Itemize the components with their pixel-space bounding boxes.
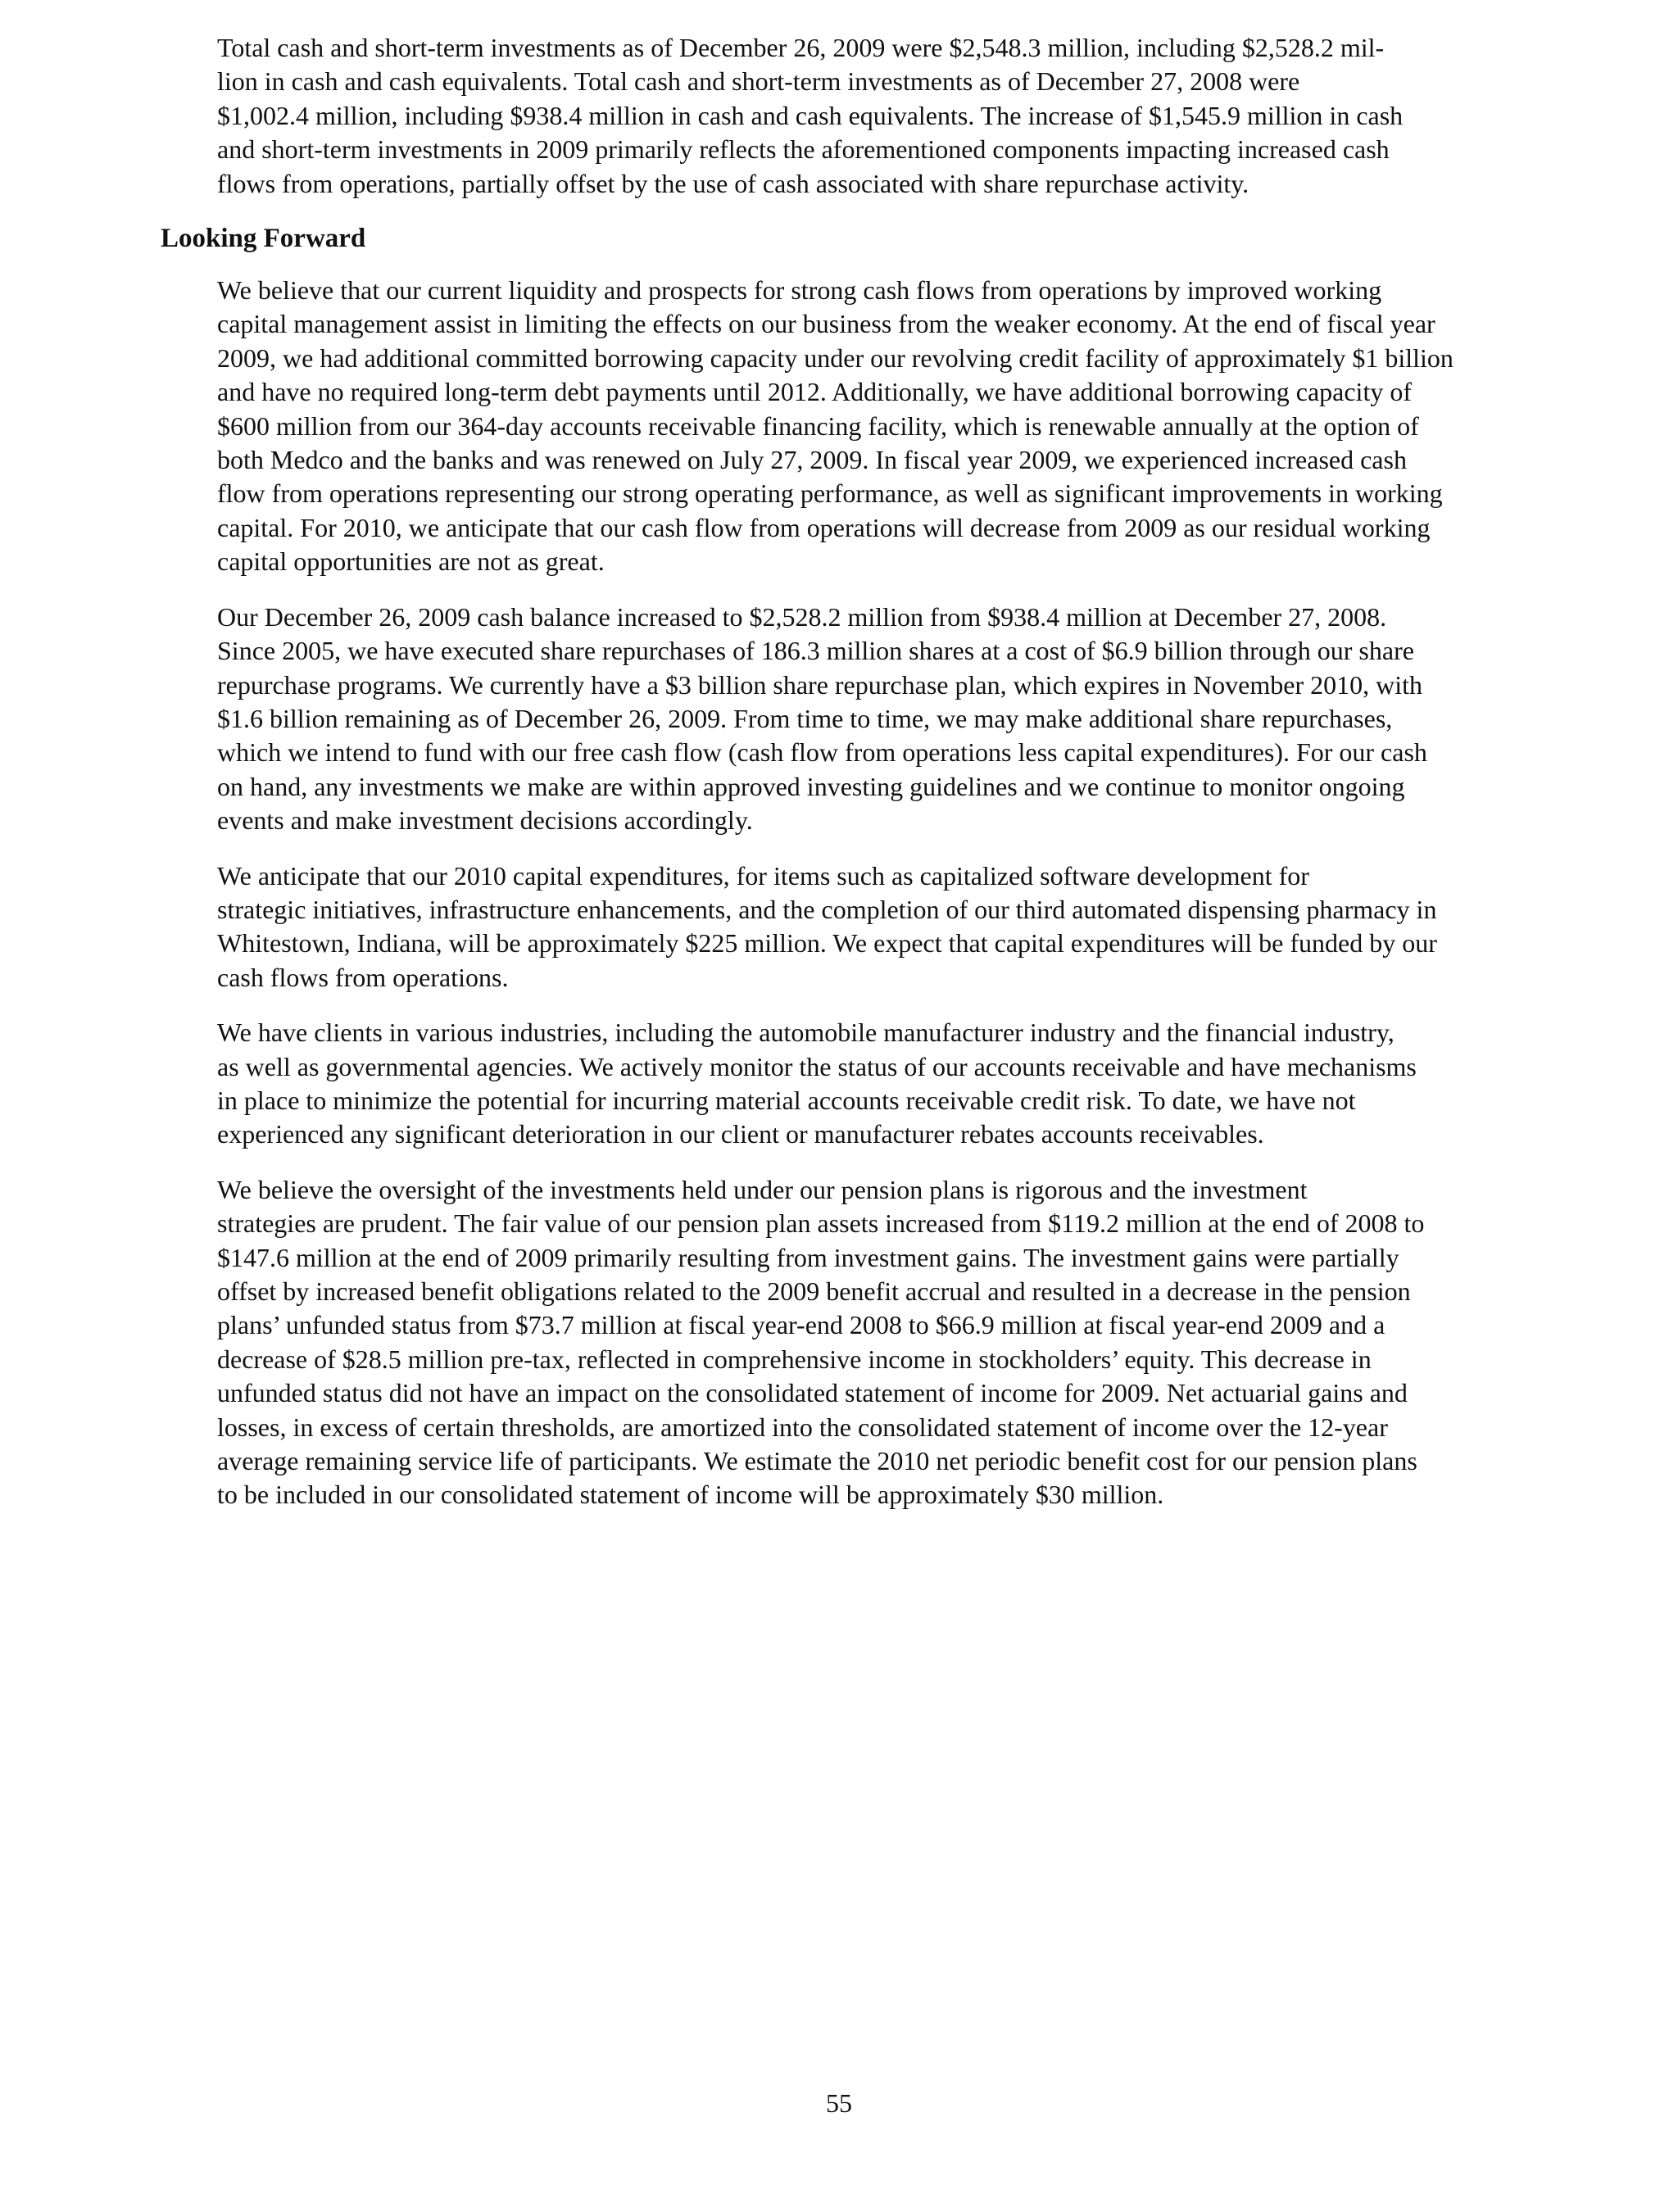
text-line: plans’ unfunded status from $73.7 million at fiscal year-end 2008 to $66.9 million at fiscal year-end 2009 and a [217, 1310, 1385, 1340]
text-line: experienced any significant deterioration in our client or manufacturer rebates accounts receivables. [217, 1119, 1264, 1149]
text-line: Total cash and short-term investments as of December 26, 2009 were $2,548.3 million, including $2,528.2 mil- [217, 33, 1385, 62]
text-line: to be included in our consolidated statement of income will be approximately $30 million. [217, 1480, 1164, 1510]
text-line: We believe the oversight of the investments held under our pension plans is rigorous and the investment [217, 1174, 1308, 1204]
text-line: flows from operations, partially offset by the use of cash associated with share repurchase activity. [217, 168, 1249, 198]
text-line: $600 million from our 364-day accounts receivable financing facility, which is renewable annually at the option of [217, 410, 1419, 441]
paragraph-cash-investments [161, 31, 1514, 201]
paragraph-clients [161, 1016, 1514, 1152]
text-line: Since 2005, we have executed share repurchases of 186.3 million shares at a cost of $6.9 billion through our share [217, 636, 1414, 666]
text-line: decrease of $28.5 million pre-tax, reflected in comprehensive income in stockholders’ equity. This decrease in [217, 1344, 1372, 1374]
page-number: 55 [826, 2088, 852, 2118]
text-line: capital. For 2010, we anticipate that our cash flow from operations will decrease from 2009 as our residual working [217, 512, 1431, 542]
text-line: which we intend to fund with our free cash flow (cash flow from operations less capital expenditures). For our cash [217, 737, 1427, 768]
text-line: as well as governmental agencies. We actively monitor the status of our accounts receivable and have mechanisms [217, 1051, 1417, 1081]
text-line: repurchase programs. We currently have a $3 billion share repurchase plan, which expires in November 2010, with [217, 669, 1423, 700]
text-line: both Medco and the banks and was renewed on July 27, 2009. In fiscal year 2009, we experienced increased cash [217, 445, 1407, 475]
text-line: average remaining service life of participants. We estimate the 2010 net periodic benefit cost for our pension plans [217, 1446, 1417, 1476]
text-line: on hand, any investments we make are within approved investing guidelines and we continue to monitor ongoing [217, 771, 1405, 801]
paragraph-cash-balance [161, 601, 1514, 838]
text-line: We believe that our current liquidity and prospects for strong cash flows from operations by improved working [217, 275, 1382, 306]
text-line: in place to minimize the potential for incurring material accounts receivable credit risk. To date, we have not [217, 1085, 1356, 1115]
text-line: $1.6 billion remaining as of December 26, 2009. From time to time, we may make additional share repurchases, [217, 703, 1393, 733]
text-line: strategic initiatives, infrastructure enhancements, and the completion of our third automated dispensing pharmacy in [217, 894, 1437, 924]
text-line: We have clients in various industries, including the automobile manufacturer industry and the financial industry, [217, 1018, 1395, 1048]
text-line: strategies are prudent. The fair value of our pension plan assets increased from $119.2 million at the end of 2008 to [217, 1208, 1425, 1239]
text-line: 2009, we had additional committed borrowing capacity under our revolving credit facility of approximately $1 billion [217, 342, 1454, 373]
text-line: Our December 26, 2009 cash balance increased to $2,528.2 million from $938.4 million at December 27, 2008. [217, 601, 1387, 632]
paragraph-pension-plans [161, 1173, 1514, 1512]
text-line: $147.6 million at the end of 2009 primarily resulting from investment gains. The investment gains were partially [217, 1242, 1399, 1272]
text-line: lion in cash and cash equivalents. Total cash and short-term investments as of December 27, 2008 were [217, 66, 1300, 97]
text-line: and short-term investments in 2009 primarily reflects the aforementioned components impacting increased cash [217, 134, 1390, 165]
text-line: losses, in excess of certain thresholds, are amortized into the consolidated statement of income over the 12-year [217, 1412, 1388, 1442]
text-line: and have no required long-term debt payments until 2012. Additionally, we have additional borrowing capacity of [217, 377, 1412, 407]
text-line: $1,002.4 million, including $938.4 million in cash and cash equivalents. The increase of $1,545.9 million in cash [217, 100, 1404, 130]
text-line: events and make investment decisions accordingly. [217, 805, 753, 836]
text-line: capital management assist in limiting the effects on our business from the weaker economy. At the end of fiscal year [217, 309, 1435, 339]
text-line: Whitestown, Indiana, will be approximately $225 million. We expect that capital expenditures will be funded by our [217, 928, 1437, 959]
paragraph-liquidity [161, 274, 1514, 579]
paragraph-capital-expenditures [161, 859, 1514, 995]
text-line: offset by increased benefit obligations related to the 2009 benefit accrual and resulted in a decrease in the pension [217, 1276, 1411, 1306]
text-line: We anticipate that our 2010 capital expenditures, for items such as capitalized software development for [217, 860, 1309, 891]
text-line: flow from operations representing our strong operating performance, as well as significant improvements in working [217, 478, 1443, 509]
document-body [161, 31, 1514, 1534]
text-line: capital opportunities are not as great. [217, 546, 605, 577]
text-line: unfunded status did not have an impact on the consolidated statement of income for 2009. Net actuarial gains and [217, 1378, 1408, 1408]
text-line: cash flows from operations. [217, 962, 509, 992]
section-heading-looking-forward: Looking Forward [161, 224, 366, 254]
